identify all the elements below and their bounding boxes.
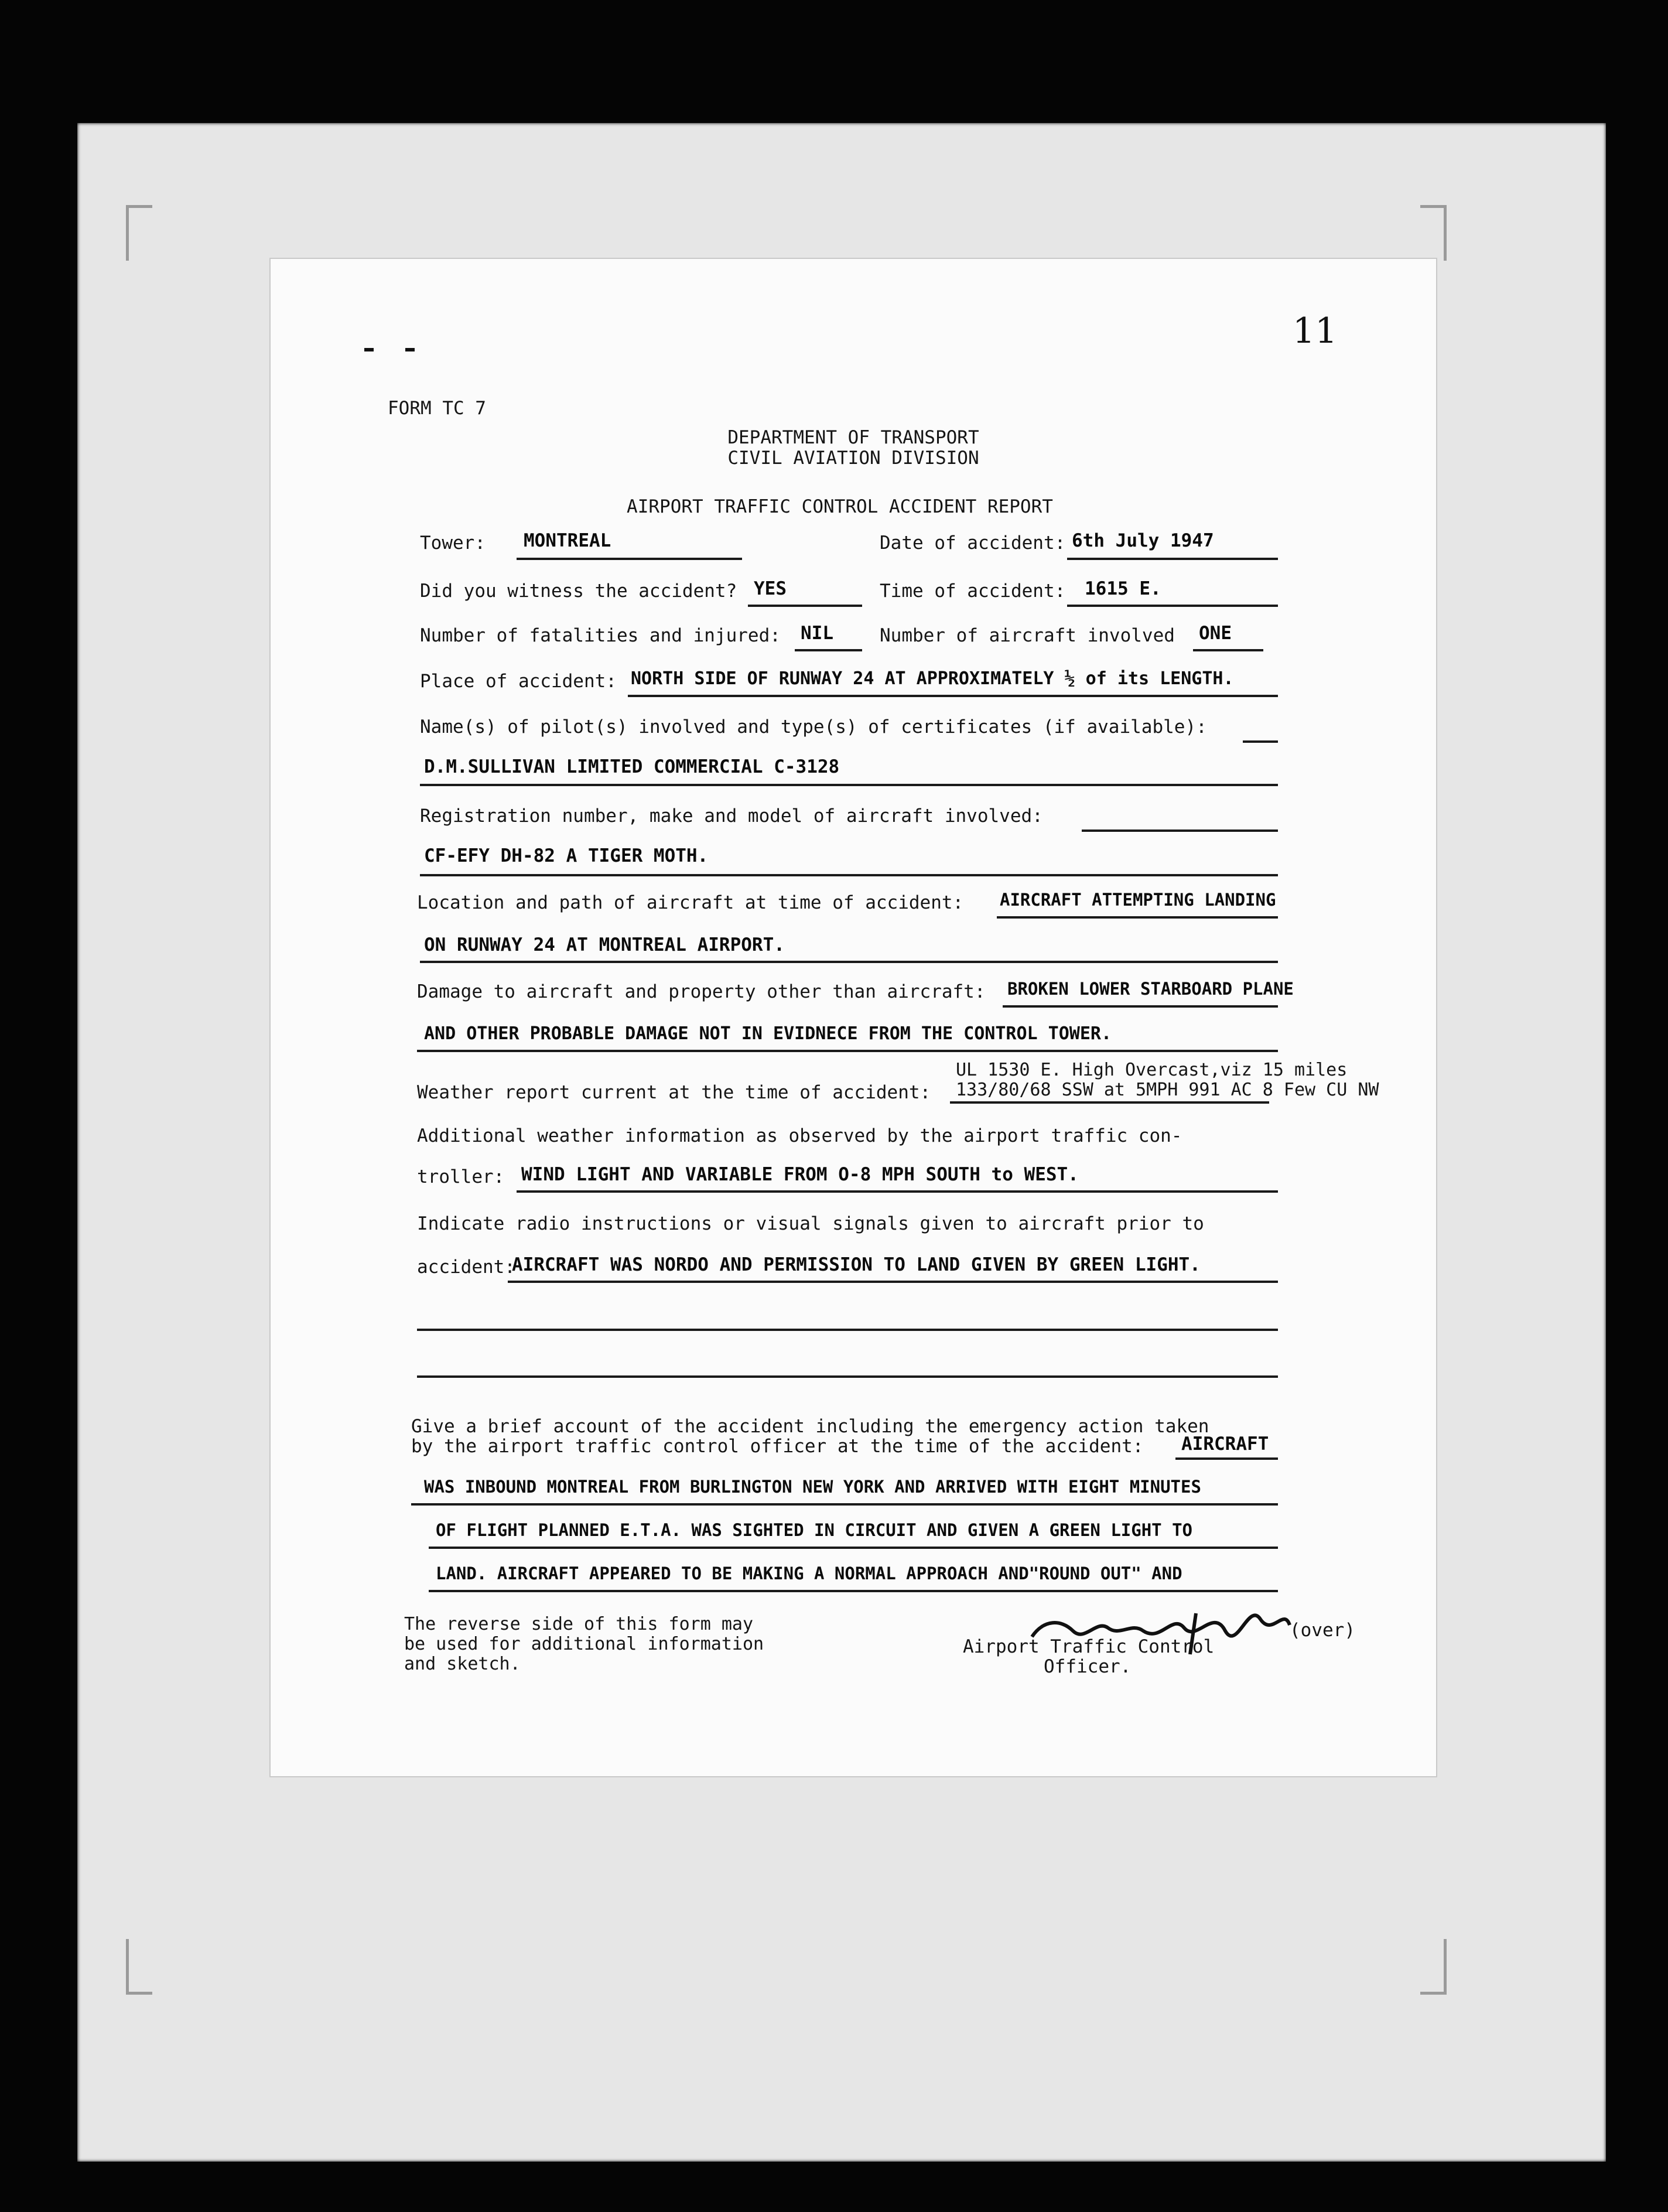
crop-mark-top-left: [126, 205, 152, 261]
date-value: 6th July 1947: [1072, 530, 1214, 551]
account-underline-2: [411, 1503, 1278, 1506]
location-value-2: ON RUNWAY 24 AT MONTREAL AIRPORT.: [424, 934, 785, 955]
place-underline: [628, 695, 1278, 697]
pilot-value: D.M.SULLIVAN LIMITED COMMERCIAL C-3128: [424, 756, 840, 777]
over-indicator: (over): [1290, 1620, 1355, 1641]
header-division: CIVIL AVIATION DIVISION: [727, 448, 979, 469]
header-department: DEPARTMENT OF TRANSPORT: [727, 427, 979, 448]
aircraft-count-underline: [1193, 649, 1263, 651]
registration-label: Registration number, make and model of aircraft involved:: [420, 805, 1043, 827]
pilot-underline-tail: [1243, 740, 1278, 743]
header-report-title: AIRPORT TRAFFIC CONTROL ACCIDENT REPORT: [627, 496, 1053, 517]
account-label-1: Give a brief account of the accident including the emergency action taken: [411, 1416, 1209, 1437]
account-label-2: by the airport traffic control officer at the time of the accident:: [411, 1436, 1144, 1457]
radio-underline: [508, 1281, 1278, 1283]
tower-value: MONTREAL: [524, 530, 611, 551]
reverse-side-note: The reverse side of this form may be used for additional information and sketch.: [404, 1614, 764, 1674]
location-value-1: AIRCRAFT ATTEMPTING LANDING: [1000, 890, 1276, 910]
crop-mark-bottom-left: [126, 1939, 152, 1995]
radio-value: AIRCRAFT WAS NORDO AND PERMISSION TO LAND GIVEN BY GREEN LIGHT.: [512, 1254, 1201, 1275]
pilot-underline: [420, 784, 1278, 786]
fatalities-value: NIL: [801, 623, 833, 644]
officer-title-line1: Airport Traffic Control: [963, 1636, 1215, 1657]
account-underline-3: [429, 1547, 1278, 1549]
form-id: FORM TC 7: [388, 398, 486, 419]
fatalities-label: Number of fatalities and injured:: [420, 625, 781, 646]
account-underline-4: [429, 1590, 1278, 1592]
officer-title-line2: Officer.: [1044, 1656, 1132, 1677]
additional-weather-label-1: Additional weather information as observed by the airport traffic con-: [417, 1125, 1182, 1146]
blank-line-1: [417, 1329, 1278, 1331]
page-number: 11: [1293, 310, 1338, 351]
weather-value-1: UL 1530 E. High Overcast,viz 15 miles: [956, 1060, 1348, 1080]
date-underline: [1067, 558, 1278, 560]
ink-mark: [364, 348, 374, 351]
tower-label: Tower:: [420, 532, 486, 554]
additional-weather-label-2: troller:: [417, 1166, 505, 1187]
account-value-4: LAND. AIRCRAFT APPEARED TO BE MAKING A NORMAL APPROACH AND"ROUND OUT" AND: [436, 1564, 1182, 1583]
damage-underline-2: [417, 1050, 1278, 1052]
aircraft-count-value: ONE: [1199, 623, 1232, 644]
place-value: NORTH SIDE OF RUNWAY 24 AT APPROXIMATELY ½ of its LENGTH.: [631, 668, 1234, 689]
time-underline: [1067, 605, 1278, 607]
account-value-1: AIRCRAFT: [1181, 1433, 1269, 1455]
additional-weather-underline: [517, 1190, 1278, 1193]
account-value-3: OF FLIGHT PLANNED E.T.A. WAS SIGHTED IN CIRCUIT AND GIVEN A GREEN LIGHT TO: [436, 1520, 1193, 1540]
damage-value-2: AND OTHER PROBABLE DAMAGE NOT IN EVIDNECE FROM THE CONTROL TOWER.: [424, 1023, 1112, 1044]
location-label: Location and path of aircraft at time of accident:: [417, 892, 964, 913]
radio-label-2: accident:: [417, 1257, 515, 1278]
weather-value-2: 133/80/68 SSW at 5MPH 991 AC 8 Few CU NW: [956, 1080, 1379, 1100]
time-value: 1615 E.: [1085, 578, 1161, 599]
fatalities-underline: [795, 649, 862, 651]
registration-underline-tail: [1082, 830, 1278, 832]
tower-underline: [517, 558, 742, 560]
radio-label-1: Indicate radio instructions or visual signals given to aircraft prior to: [417, 1213, 1204, 1234]
date-label: Date of accident:: [880, 532, 1066, 554]
witness-value: YES: [754, 578, 787, 599]
blank-line-2: [417, 1375, 1278, 1378]
aircraft-count-label: Number of aircraft involved: [880, 625, 1175, 646]
damage-label: Damage to aircraft and property other than aircraft:: [417, 981, 986, 1002]
weather-underline: [950, 1101, 1269, 1104]
crop-mark-bottom-right: [1420, 1939, 1447, 1995]
damage-underline-1: [1003, 1005, 1278, 1008]
weather-label: Weather report current at the time of accident:: [417, 1082, 931, 1103]
witness-label: Did you witness the accident?: [420, 581, 737, 602]
registration-value: CF-EFY DH-82 A TIGER MOTH.: [424, 845, 709, 866]
additional-weather-value: WIND LIGHT AND VARIABLE FROM O-8 MPH SOUTH to WEST.: [521, 1164, 1079, 1185]
place-label: Place of accident:: [420, 671, 617, 692]
time-label: Time of accident:: [880, 581, 1066, 602]
account-underline-1: [1175, 1457, 1278, 1460]
ink-mark: [405, 348, 415, 351]
pilot-label: Name(s) of pilot(s) involved and type(s) of certificates (if available):: [420, 716, 1207, 738]
damage-value-1: BROKEN LOWER STARBOARD PLANE: [1007, 979, 1294, 999]
witness-underline: [748, 605, 862, 607]
accident-report-form: [269, 258, 1437, 1777]
account-value-2: WAS INBOUND MONTREAL FROM BURLINGTON NEW YORK AND ARRIVED WITH EIGHT MINUTES: [424, 1477, 1201, 1497]
location-underline-2: [420, 961, 1278, 963]
registration-underline: [420, 874, 1278, 876]
location-underline-1: [997, 916, 1278, 919]
crop-mark-top-right: [1420, 205, 1447, 261]
